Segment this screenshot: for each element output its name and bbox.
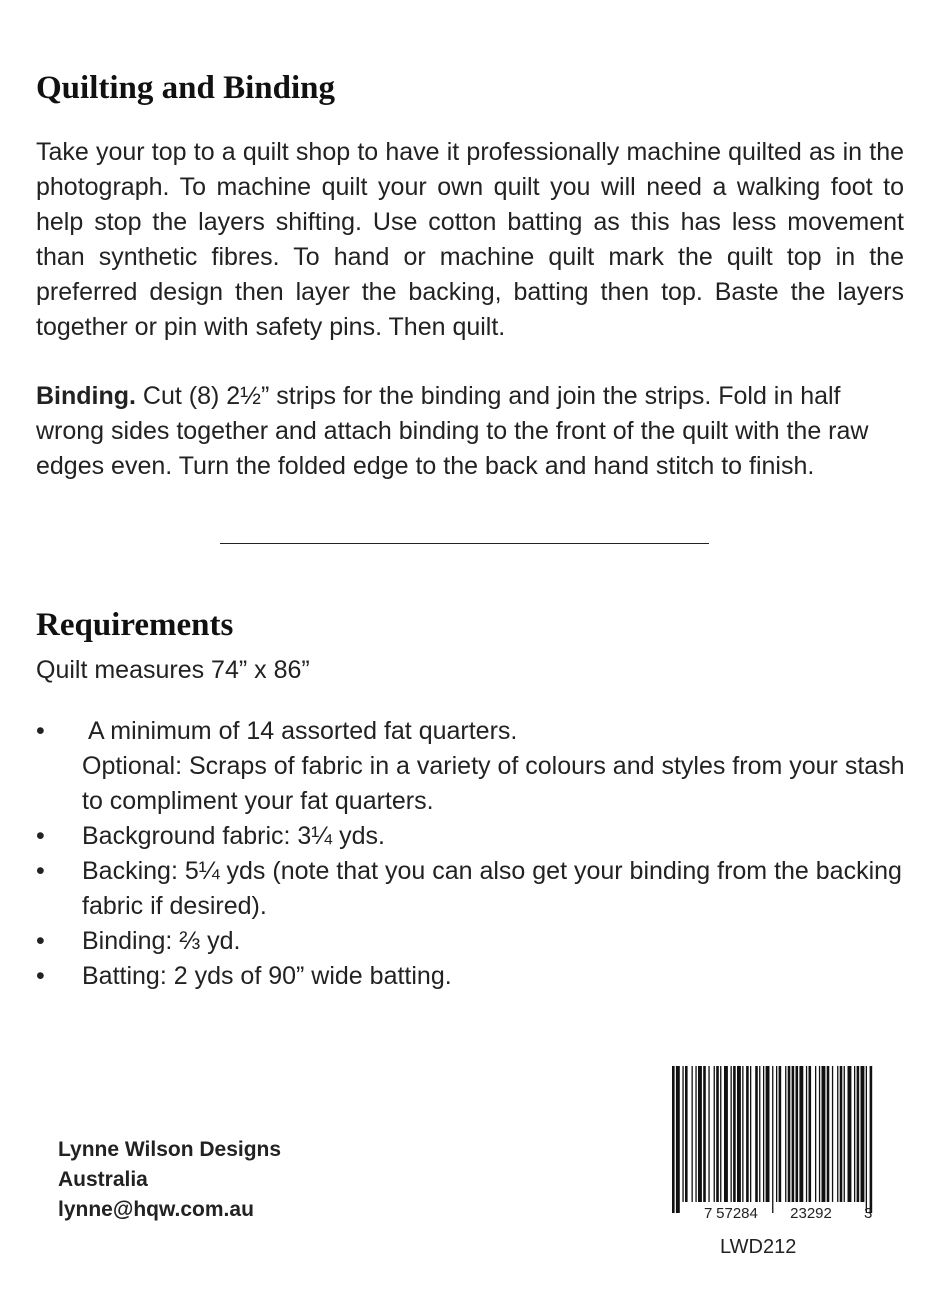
barcode-bar <box>785 1066 786 1202</box>
barcode-bar <box>742 1066 743 1202</box>
barcode-bar <box>692 1066 693 1202</box>
barcode-bar <box>766 1066 770 1202</box>
barcode-bar <box>708 1066 709 1202</box>
barcode-bar <box>822 1066 826 1202</box>
barcode-lead-digit: 7 <box>704 1205 713 1222</box>
barcode-bar <box>832 1066 833 1202</box>
barcode-check-digit: 3 <box>864 1205 873 1222</box>
list-item <box>36 819 916 854</box>
barcode-bar <box>788 1066 791 1202</box>
binding-text: Cut (8) 2½” strips for the binding and join the strips. Fold in half wrong sides together and attach binding to the front of the quilt with the raw edges even. Turn the folded edge to the back and hand stitch to finish. <box>36 382 869 480</box>
list-item <box>36 924 916 959</box>
barcode-bar <box>861 1066 865 1202</box>
designer-contact <box>58 1135 281 1225</box>
quilting-heading: Quilting and Binding <box>36 70 335 106</box>
barcode-bar <box>716 1066 719 1202</box>
barcode-bars <box>672 1066 872 1213</box>
list-item-subtext: Optional: Scraps of fabric in a variety of colours and styles from your stash to compliment your fat quarters. <box>82 752 905 815</box>
barcode-bar <box>815 1066 816 1202</box>
barcode-bar <box>796 1066 799 1202</box>
barcode-bar <box>819 1066 820 1202</box>
list-item <box>36 714 916 819</box>
barcode-bar <box>844 1066 845 1202</box>
quilt-measurements: Quilt measures 74” x 86” <box>36 656 310 684</box>
barcode-bar <box>854 1066 855 1202</box>
barcode-bar <box>733 1066 736 1202</box>
barcode <box>660 1066 882 1226</box>
product-code: LWD212 <box>720 1236 797 1258</box>
barcode-bar <box>799 1066 803 1202</box>
list-item-text: Backing: 5¼ yds (note that you can also get your binding from the backing fabric if desired). <box>82 857 902 920</box>
barcode-bar <box>682 1066 683 1202</box>
barcode-bar <box>672 1066 675 1213</box>
barcode-bar <box>720 1066 721 1202</box>
barcode-bar <box>848 1066 852 1202</box>
list-item-text: Batting: 2 yds of 90” wide batting. <box>82 962 452 990</box>
barcode-bar <box>695 1066 696 1202</box>
barcode-bar <box>714 1066 715 1202</box>
quilting-paragraph: Take your top to a quilt shop to have it professionally machine quilted as in the photograph. To machine quilt your own quilt you will need a walking foot to help stop the layers shifting. Use cotton batting as this has less movement than synthetic fibres. To hand or machine quilt mark the quilt top in the preferred design then layer the backing, batting then top. Baste the layers together or pin with safety pins. Then quilt. <box>36 138 904 341</box>
barcode-bar <box>792 1066 795 1202</box>
barcode-bar <box>731 1066 732 1202</box>
barcode-bar <box>724 1066 728 1202</box>
barcode-bar <box>772 1066 773 1213</box>
barcode-bar <box>857 1066 860 1202</box>
barcode-bar <box>840 1066 843 1202</box>
list-item <box>36 854 916 924</box>
barcode-bar <box>755 1066 758 1202</box>
bullet-icon: • <box>36 927 45 955</box>
requirements-heading: Requirements <box>36 607 234 643</box>
bullet-icon: • <box>36 717 45 745</box>
company-country: Australia <box>58 1168 148 1191</box>
list-item-text: Background fabric: 3¼ yds. <box>82 822 385 850</box>
barcode-bar <box>763 1066 764 1202</box>
binding-paragraph <box>36 379 896 484</box>
barcode-left-digits: 57284 <box>716 1205 758 1222</box>
barcode-bar <box>779 1066 782 1202</box>
requirements-list <box>36 714 916 994</box>
list-item <box>36 959 916 994</box>
list-item-text: Binding: ⅔ yd. <box>82 927 241 955</box>
binding-label: Binding. <box>36 382 136 410</box>
barcode-bar <box>737 1066 741 1202</box>
barcode-bar <box>698 1066 702 1202</box>
barcode-bar <box>806 1066 807 1202</box>
barcode-bar <box>776 1066 777 1202</box>
barcode-bar <box>685 1066 688 1202</box>
section-divider <box>220 543 709 544</box>
barcode-bar <box>759 1066 760 1202</box>
bullet-icon: • <box>36 822 45 850</box>
bullet-icon: • <box>36 857 45 885</box>
barcode-bar <box>703 1066 706 1202</box>
company-name: Lynne Wilson Designs <box>58 1138 282 1161</box>
contact-email: lynne@hqw.com.au <box>58 1198 254 1221</box>
barcode-bar <box>750 1066 751 1202</box>
barcode-bar <box>866 1066 867 1213</box>
bullet-icon: • <box>36 962 45 990</box>
barcode-bar <box>827 1066 830 1202</box>
barcode-bar <box>870 1066 873 1213</box>
list-item-text: A minimum of 14 assorted fat quarters. <box>88 717 518 745</box>
barcode-bar <box>746 1066 749 1202</box>
barcode-right-digits: 23292 <box>790 1205 832 1222</box>
barcode-bar <box>837 1066 838 1202</box>
barcode-bar <box>676 1066 680 1213</box>
barcode-bar <box>809 1066 812 1202</box>
